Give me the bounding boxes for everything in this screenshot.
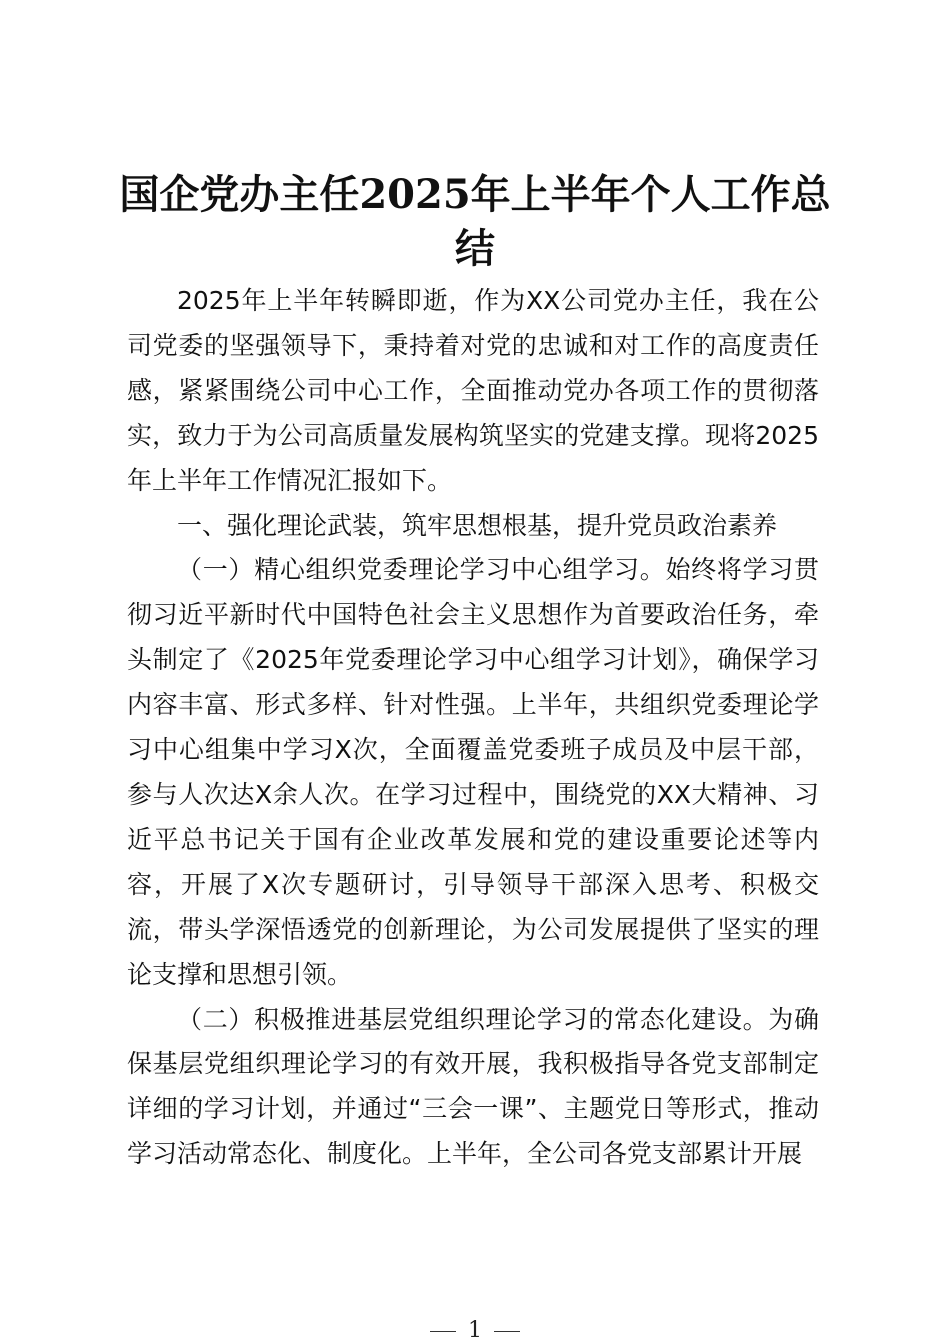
footer-dash-right <box>494 1331 520 1332</box>
document-title: 国企党办主任2025年上半年个人工作总结 <box>119 171 831 272</box>
subsection-paragraph-1: （一）精心组织党委理论学习中心组学习。始终将学习贯彻习近平新时代中国特色社会主义思想作为首要政治任务，牵头制定了《2025年党委理论学习中心组学习计划》，确保学习内容丰富、形式多样、针对性强。上半年，共组织党委理论学习中心组集中学习X次，全面覆盖党委班子成员及中层干部，参与人次达X余人次。在学习过程中，围绕党的XX大精神、习近平总书记关于国有企业改革发展和党的建设重要论述等内容，开展了X次专题研讨，引导领导干部深入思考、积极交流，带头学深悟透党的创新理论，为公司发展提供了坚实的理论支撑和思想引领。 <box>127 555 819 989</box>
document-body <box>127 279 819 1177</box>
page-footer <box>0 1318 950 1344</box>
page-number: 1 <box>468 1318 482 1343</box>
subsection-paragraph-2: （二）积极推进基层党组织理论学习的常态化建设。为确保基层党组织理论学习的有效开展，我积极指导各党支部制定详细的学习计划，并通过“三会一课”、主题党日等形式，推动学习活动常态化、制度化。上半年，全公司各党支部累计开展 <box>127 1004 819 1169</box>
section-heading-1: 一、强化理论武装，筑牢思想根基，提升党员政治素养 <box>177 510 778 540</box>
footer-dash-left <box>430 1331 456 1332</box>
intro-paragraph: 2025年上半年转瞬即逝，作为XX公司党办主任，我在公司党委的坚强领导下，秉持着对党的忠诚和对工作的高度责任感，紧紧围绕公司中心工作，全面推动党办各项工作的贯彻落实，致力于为公司高质量发展构筑坚实的党建支撑。现将2025年上半年工作情况汇报如下。 <box>127 286 819 495</box>
